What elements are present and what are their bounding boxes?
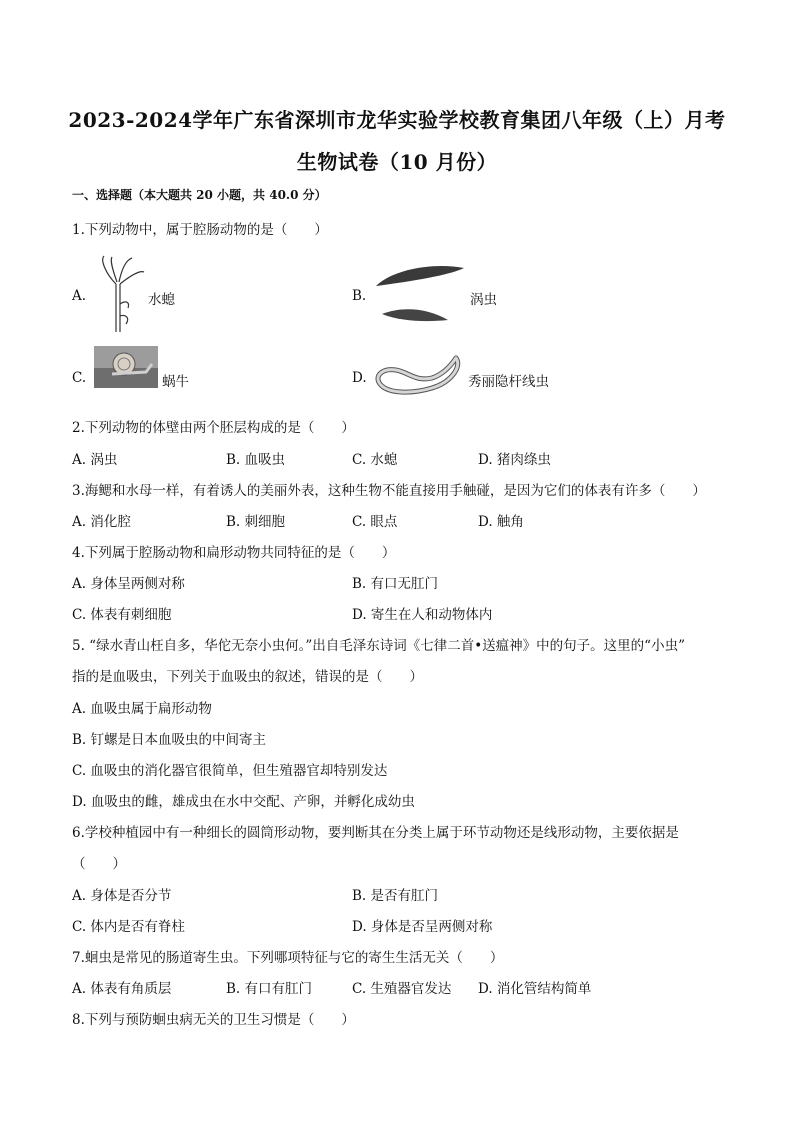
q6-option-a: A. 身体是否分节: [72, 888, 172, 904]
q1-option-a-letter: A.: [72, 288, 87, 304]
q1-option-d-label: 秀丽隐杆线虫: [468, 374, 549, 390]
exam-title-line2: 生物试卷（10 月份）: [296, 150, 498, 174]
snail-image: [94, 346, 158, 388]
q1-option-d-letter: D.: [352, 370, 367, 386]
q6-option-b: B. 是否有肛门: [352, 888, 439, 904]
q6-option-d: D. 身体是否呈两侧对称: [352, 919, 493, 935]
q2-option-d: D. 猪肉绦虫: [478, 452, 551, 468]
q1-option-b-label: 涡虫: [470, 292, 497, 308]
q5-option-b: B. 钉螺是日本血吸虫的中间寄主: [72, 732, 267, 748]
question-6-stem-line2: （ ）: [72, 856, 126, 872]
question-3-stem: 3.海鳃和水母一样，有着诱人的美丽外表，这种生物不能直接用手触碰，是因为它们的体表有许多（ ）: [72, 483, 706, 499]
q1-option-c-letter: C.: [72, 370, 87, 386]
section-heading: 一、选择题（本大题共 20 小题，共 40.0 分）: [72, 188, 327, 202]
nematode-image: [372, 352, 464, 400]
q4-option-c: C. 体表有刺细胞: [72, 607, 172, 623]
q3-option-d: D. 触角: [478, 514, 524, 530]
q4-option-d: D. 寄生在人和动物体内: [352, 607, 493, 623]
q2-option-a: A. 涡虫: [72, 452, 118, 468]
q4-option-a: A. 身体呈两侧对称: [72, 576, 185, 592]
hydra-image: [92, 254, 148, 334]
q5-option-c: C. 血吸虫的消化器官很简单，但生殖器官却特别发达: [72, 763, 388, 779]
question-4-stem: 4.下列属于腔肠动物和扁形动物共同特征的是（ ）: [72, 545, 396, 561]
question-2-stem: 2.下列动物的体壁由两个胚层构成的是（ ）: [72, 420, 355, 436]
question-6-stem-line1: 6.学校种植园中有一种细长的圆筒形动物，要判断其在分类上属于环节动物还是线形动物，主要依据是: [72, 825, 679, 841]
exam-title-line1: 2023-2024学年广东省深圳市龙华实验学校教育集团八年级（上）月考: [68, 108, 726, 132]
q2-option-c: C. 水螅: [352, 452, 398, 468]
q1-option-a-label: 水螅: [148, 292, 175, 308]
q6-option-c: C. 体内是否有脊柱: [72, 919, 185, 935]
q5-option-d: D. 血吸虫的雌，雄成虫在水中交配、产卵，并孵化成幼虫: [72, 794, 415, 810]
q1-option-c-label: 蜗牛: [162, 374, 189, 390]
q4-option-b: B. 有口无肛门: [352, 576, 439, 592]
q2-option-b: B. 血吸虫: [226, 452, 286, 468]
q5-option-a: A. 血吸虫属于扁形动物: [72, 701, 212, 717]
question-8-stem: 8.下列与预防蛔虫病无关的卫生习惯是（ ）: [72, 1012, 355, 1028]
planarian-image: [372, 258, 468, 330]
q7-option-c: C. 生殖器官发达: [352, 981, 452, 997]
question-1-stem: 1.下列动物中，属于腔肠动物的是（ ）: [72, 222, 328, 238]
question-7-stem: 7.蛔虫是常见的肠道寄生虫。下列哪项特征与它的寄生生活无关（ ）: [72, 950, 504, 966]
q7-option-a: A. 体表有角质层: [72, 981, 172, 997]
question-5-stem-line1: 5. “绿水青山枉自多，华佗无奈小虫何。”出自毛泽东诗词《七律二首•送瘟神》中的句子。这里的“小虫”: [72, 638, 685, 654]
q3-option-b: B. 刺细胞: [226, 514, 286, 530]
q7-option-d: D. 消化管结构简单: [478, 981, 592, 997]
q1-option-b-letter: B.: [352, 288, 367, 304]
question-5-stem-line2: 指的是血吸虫，下列关于血吸虫的叙述，错误的是（ ）: [72, 669, 423, 685]
q3-option-a: A. 消化腔: [72, 514, 131, 530]
q7-option-b: B. 有口有肛门: [226, 981, 313, 997]
q3-option-c: C. 眼点: [352, 514, 398, 530]
